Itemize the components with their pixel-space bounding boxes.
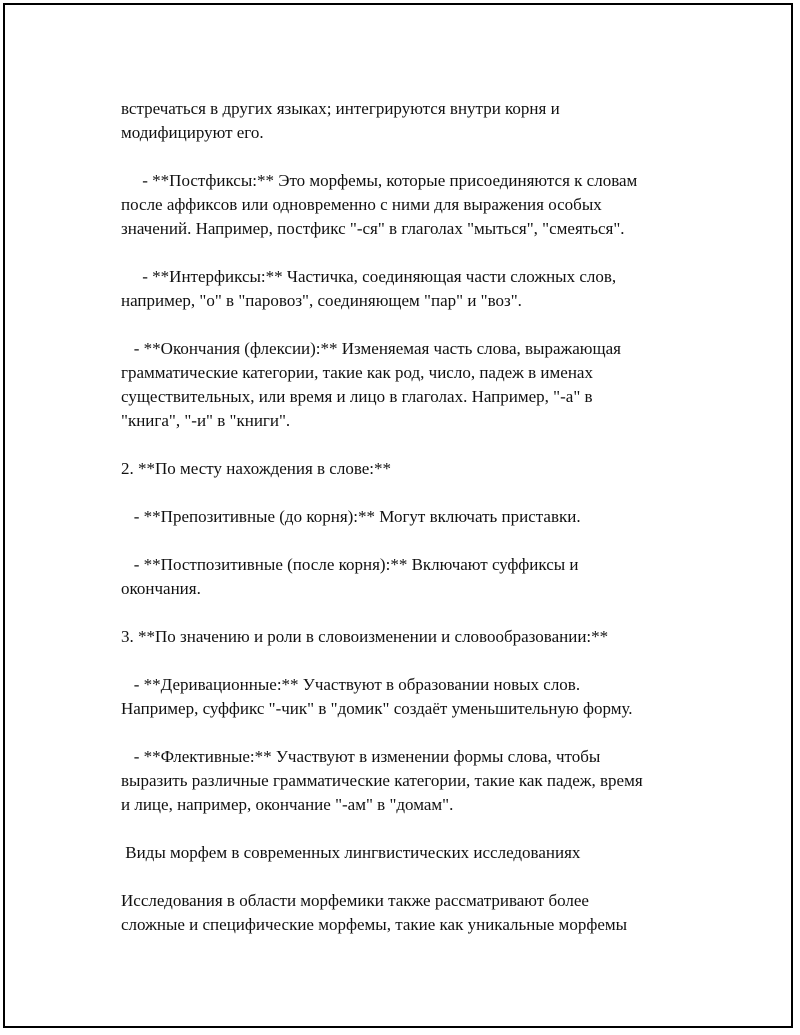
paragraph-postfixes: - **Постфиксы:** Это морфемы, которые присоединяются к словам после аффиксов или одновременно с ними для выражения особых значений. Например, постфикс "-ся" в глаголах "мыться", "смеяться". xyxy=(121,171,638,238)
paragraph-by-meaning: 3. **По значению и роли в словоизменении и словообразовании:** xyxy=(121,627,609,646)
section-heading: Виды морфем в современных лингвистических исследованиях xyxy=(121,843,581,862)
paragraph-infix-continuation: встречаться в других языках; интегрируются внутри корня и модифицируют его. xyxy=(121,99,560,142)
paragraph-inflectional: - **Флективные:** Участвуют в изменении формы слова, чтобы выразить различные грамматические категории, такие как падеж, время и лице, например, окончание "-ам" в "домам". xyxy=(121,747,643,814)
paragraph-endings: - **Окончания (флексии):** Изменяемая часть слова, выражающая грамматические категории, такие как род, число, падеж в именах существительных, или время и лицо в глаголах. Например, "-а" в "книга", "-и" в "книги". xyxy=(121,339,621,430)
document-page xyxy=(3,3,793,1028)
paragraph-derivational: - **Деривационные:** Участвуют в образовании новых слов. Например, суффикс "-чик" в "домик" создаёт уменьшительную форму. xyxy=(121,675,633,718)
page-content xyxy=(121,97,701,961)
paragraph-prepositive: - **Препозитивные (до корня):** Могут включать приставки. xyxy=(121,507,581,526)
paragraph-postpositive: - **Постпозитивные (после корня):** Включают суффиксы и окончания. xyxy=(121,555,579,598)
paragraph-interfixes: - **Интерфиксы:** Частичка, соединяющая части сложных слов, например, "о" в "паровоз", соединяющем "пар" и "воз". xyxy=(121,267,617,310)
paragraph-research: Исследования в области морфемики также рассматривают более сложные и специфические морфемы, такие как уникальные морфемы xyxy=(121,891,628,934)
paragraph-by-position: 2. **По месту нахождения в слове:** xyxy=(121,459,392,478)
